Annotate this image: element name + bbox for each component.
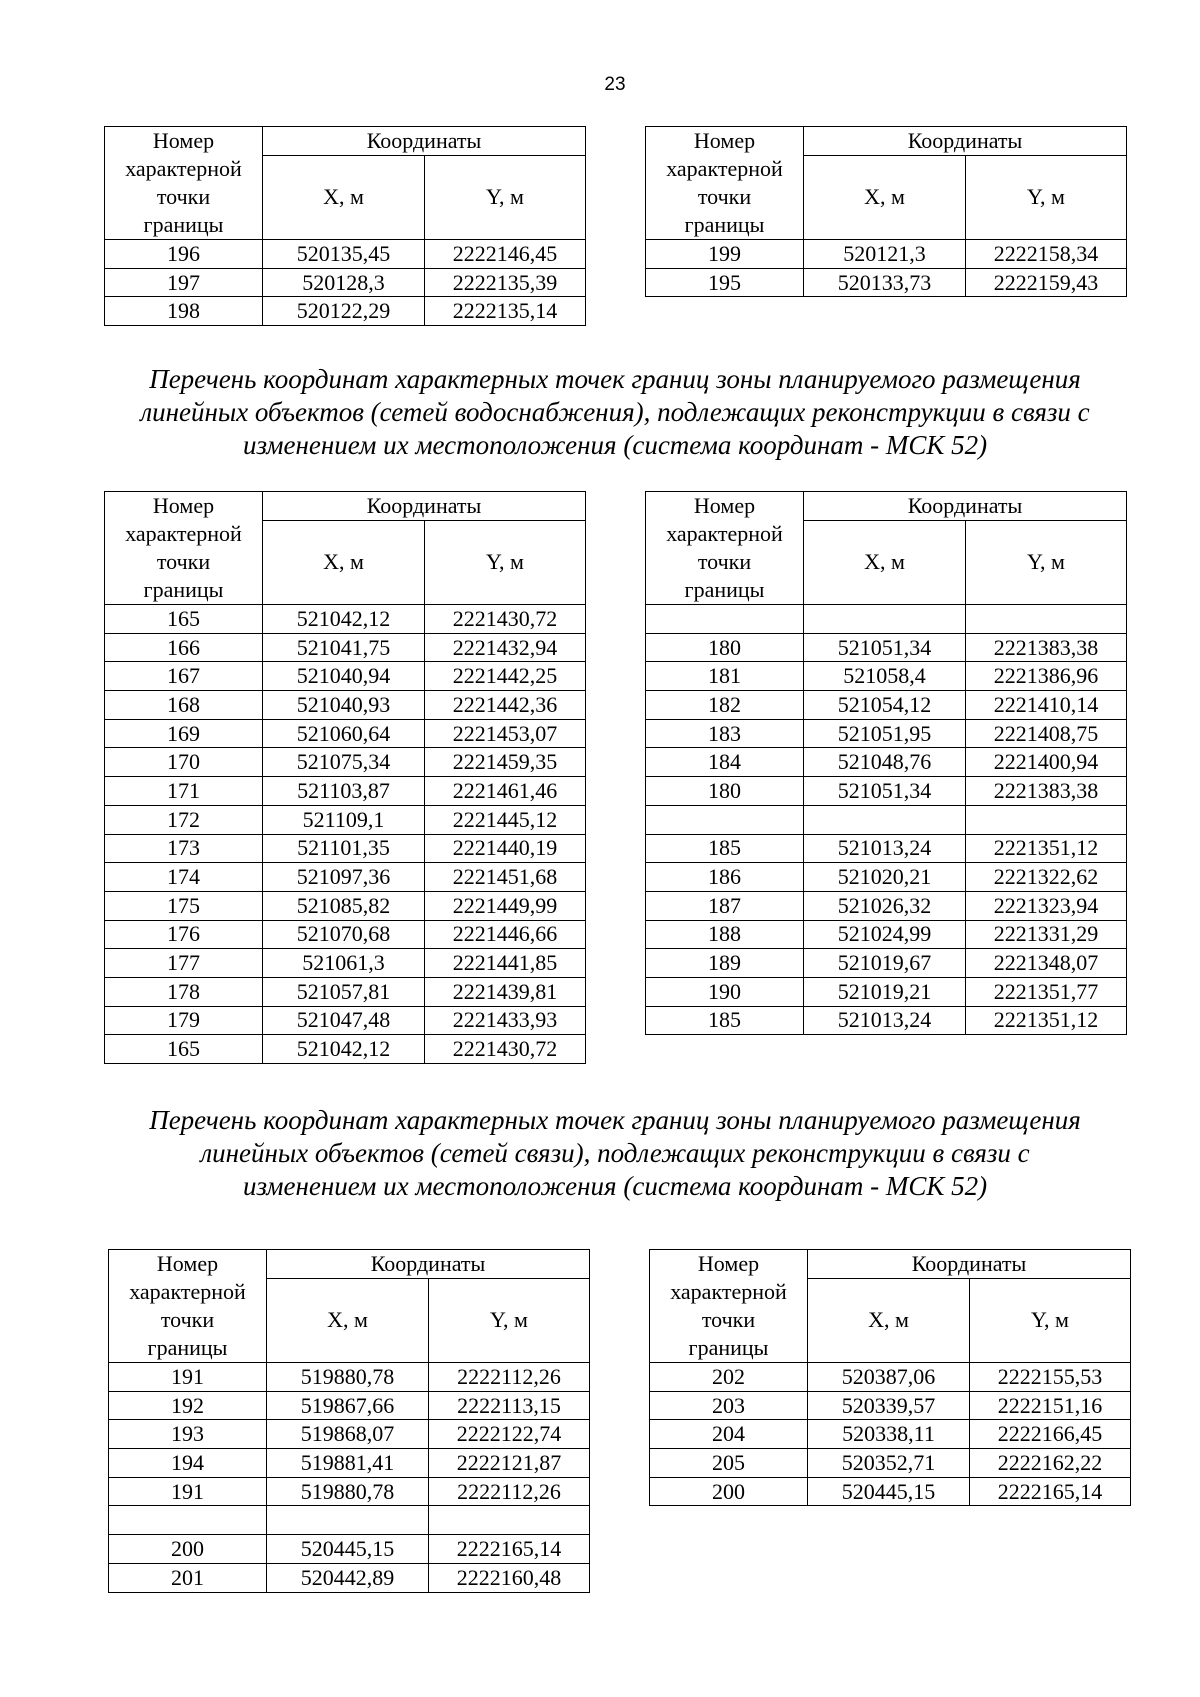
point-number-cell: 177	[105, 949, 263, 978]
point-number-cell: 188	[646, 920, 804, 949]
header-row	[105, 127, 586, 156]
x-cell: 520442,89	[267, 1563, 429, 1592]
x-cell	[804, 605, 966, 634]
coords-table-2-left	[104, 491, 586, 1064]
table-row	[650, 1363, 1131, 1392]
table-row	[646, 633, 1127, 662]
point-number-cell	[646, 605, 804, 634]
table-row	[109, 1363, 590, 1392]
header-line: характерной	[125, 521, 242, 546]
x-cell: 521019,21	[804, 977, 966, 1006]
header-line: характерной	[670, 1279, 787, 1304]
point-number-cell: 173	[105, 834, 263, 863]
point-number-cell: 193	[109, 1420, 267, 1449]
x-cell: 521051,34	[804, 777, 966, 806]
table-row	[105, 805, 586, 834]
point-number-cell: 191	[109, 1363, 267, 1392]
header-line: точки	[697, 184, 752, 209]
table-row	[105, 949, 586, 978]
x-header: X, м	[267, 1278, 429, 1362]
table-row	[105, 748, 586, 777]
x-cell: 521013,24	[804, 834, 966, 863]
header-line: Номер	[152, 493, 215, 518]
header-line: характерной	[666, 156, 783, 181]
point-number-cell: 184	[646, 748, 804, 777]
x-cell: 521040,93	[263, 691, 425, 720]
x-cell: 521051,95	[804, 719, 966, 748]
header-line: Номер	[693, 493, 756, 518]
header-line: Номер	[697, 1251, 760, 1276]
y-cell: 2222155,53	[970, 1363, 1131, 1392]
x-cell: 520445,15	[267, 1535, 429, 1564]
point-number-cell: 165	[105, 1035, 263, 1064]
y-header: Y, м	[966, 155, 1127, 239]
x-cell: 520121,3	[804, 240, 966, 269]
y-cell: 2222151,16	[970, 1391, 1131, 1420]
point-number-cell	[109, 1506, 267, 1535]
point-number-cell: 179	[105, 1006, 263, 1035]
point-number-cell: 165	[105, 605, 263, 634]
x-cell: 521042,12	[263, 605, 425, 634]
point-number-cell: 205	[650, 1449, 808, 1478]
y-cell: 2221430,72	[425, 605, 586, 634]
y-cell: 2221351,12	[966, 834, 1127, 863]
y-cell: 2221439,81	[425, 977, 586, 1006]
section-title-line: линейных объектов (сетей водоснабжения), подлежащих реконструкции в связи с	[140, 397, 1090, 427]
x-cell: 521019,67	[804, 949, 966, 978]
table-row	[650, 1420, 1131, 1449]
y-cell: 2221441,85	[425, 949, 586, 978]
header-line: характерной	[125, 156, 242, 181]
point-number-cell: 168	[105, 691, 263, 720]
point-number-cell: 204	[650, 1420, 808, 1449]
point-number-cell: 185	[646, 834, 804, 863]
table-row	[105, 863, 586, 892]
point-number-header	[646, 127, 804, 240]
y-cell: 2221453,07	[425, 719, 586, 748]
coords-table-1-right	[645, 126, 1127, 297]
y-cell: 2221400,94	[966, 748, 1127, 777]
point-number-cell: 203	[650, 1391, 808, 1420]
y-cell: 2221383,38	[966, 777, 1127, 806]
x-cell: 521026,32	[804, 891, 966, 920]
table-row	[105, 1006, 586, 1035]
section-title-communications	[100, 1104, 1130, 1203]
header-line: границы	[688, 1335, 769, 1360]
y-cell: 2221442,36	[425, 691, 586, 720]
point-number-cell: 194	[109, 1449, 267, 1478]
y-cell: 2221459,35	[425, 748, 586, 777]
table-row	[105, 633, 586, 662]
x-cell: 520339,57	[808, 1391, 970, 1420]
table-row	[105, 777, 586, 806]
point-number-header	[650, 1250, 808, 1363]
point-number-cell: 171	[105, 777, 263, 806]
x-cell: 521020,21	[804, 863, 966, 892]
table-row	[105, 662, 586, 691]
table-row	[105, 605, 586, 634]
table-row	[646, 949, 1127, 978]
x-cell: 521058,4	[804, 662, 966, 691]
header-row	[105, 492, 586, 521]
y-cell: 2222112,26	[429, 1477, 590, 1506]
section-title-line: линейных объектов (сетей связи), подлежащих реконструкции в связи с	[200, 1138, 1030, 1168]
table-row	[109, 1449, 590, 1478]
point-number-cell: 198	[105, 297, 263, 326]
y-cell: 2222165,14	[970, 1477, 1131, 1506]
y-cell	[966, 805, 1127, 834]
header-line: границы	[147, 1335, 228, 1360]
table-row	[105, 977, 586, 1006]
x-cell: 519881,41	[267, 1449, 429, 1478]
y-cell: 2222113,15	[429, 1391, 590, 1420]
coordinates-header: Координаты	[804, 127, 1127, 156]
table-row	[646, 891, 1127, 920]
table-row	[109, 1535, 590, 1564]
point-number-cell: 180	[646, 633, 804, 662]
table-row	[109, 1477, 590, 1506]
point-number-cell: 172	[105, 805, 263, 834]
y-cell: 2221446,66	[425, 920, 586, 949]
point-number-cell: 191	[109, 1477, 267, 1506]
table-row	[650, 1477, 1131, 1506]
point-number-cell: 182	[646, 691, 804, 720]
y-cell: 2222162,22	[970, 1449, 1131, 1478]
point-number-header	[109, 1250, 267, 1363]
x-cell: 519868,07	[267, 1420, 429, 1449]
y-cell: 2222158,34	[966, 240, 1127, 269]
y-cell: 2221408,75	[966, 719, 1127, 748]
header-line: Номер	[156, 1251, 219, 1276]
point-number-cell	[646, 805, 804, 834]
table-row	[105, 691, 586, 720]
header-line: точки	[697, 549, 752, 574]
y-cell: 2221442,25	[425, 662, 586, 691]
point-number-cell: 186	[646, 863, 804, 892]
y-cell: 2221445,12	[425, 805, 586, 834]
x-cell	[804, 805, 966, 834]
section-title-line: Перечень координат характерных точек границ зоны планируемого размещения	[149, 364, 1081, 394]
y-cell: 2221323,94	[966, 891, 1127, 920]
y-cell: 2221410,14	[966, 691, 1127, 720]
x-cell: 521061,3	[263, 949, 425, 978]
table-row	[646, 268, 1127, 297]
x-header: X, м	[263, 155, 425, 239]
x-cell: 520445,15	[808, 1477, 970, 1506]
section-title-water	[100, 363, 1130, 462]
header-line: Номер	[693, 128, 756, 153]
header-line: точки	[160, 1307, 215, 1332]
x-cell: 520122,29	[263, 297, 425, 326]
table-row	[105, 719, 586, 748]
point-number-cell: 197	[105, 268, 263, 297]
x-cell: 521047,48	[263, 1006, 425, 1035]
coordinates-header: Координаты	[808, 1250, 1131, 1279]
point-number-cell: 181	[646, 662, 804, 691]
y-cell: 2221331,29	[966, 920, 1127, 949]
point-number-cell: 200	[650, 1477, 808, 1506]
y-cell: 2221322,62	[966, 863, 1127, 892]
x-cell: 521024,99	[804, 920, 966, 949]
header-row	[646, 492, 1127, 521]
header-line: точки	[701, 1307, 756, 1332]
table-row	[646, 240, 1127, 269]
y-cell: 2221461,46	[425, 777, 586, 806]
y-cell: 2221449,99	[425, 891, 586, 920]
table-row	[109, 1420, 590, 1449]
table-row	[646, 662, 1127, 691]
table-row	[650, 1449, 1131, 1478]
x-cell: 521013,24	[804, 1006, 966, 1035]
coordinates-header: Координаты	[804, 492, 1127, 521]
y-cell: 2221451,68	[425, 863, 586, 892]
x-cell: 521057,81	[263, 977, 425, 1006]
x-cell: 521101,35	[263, 834, 425, 863]
table-row	[646, 920, 1127, 949]
table-row	[109, 1506, 590, 1535]
section-title-line: изменением их местоположения (система координат - МСК 52)	[242, 1171, 988, 1201]
x-cell: 520133,73	[804, 268, 966, 297]
y-cell: 2222146,45	[425, 240, 586, 269]
coordinates-header: Координаты	[267, 1250, 590, 1279]
point-number-cell: 170	[105, 748, 263, 777]
point-number-cell: 192	[109, 1391, 267, 1420]
header-line: границы	[143, 212, 224, 237]
header-line: границы	[143, 577, 224, 602]
x-cell: 521051,34	[804, 633, 966, 662]
point-number-cell: 187	[646, 891, 804, 920]
point-number-cell: 196	[105, 240, 263, 269]
y-cell	[966, 605, 1127, 634]
table-row	[105, 920, 586, 949]
y-header: Y, м	[425, 520, 586, 604]
y-header: Y, м	[970, 1278, 1131, 1362]
point-number-cell: 176	[105, 920, 263, 949]
point-number-cell: 169	[105, 719, 263, 748]
x-cell	[267, 1506, 429, 1535]
y-header: Y, м	[966, 520, 1127, 604]
table-row	[105, 1035, 586, 1064]
x-cell: 521060,64	[263, 719, 425, 748]
table-row	[646, 777, 1127, 806]
point-number-cell: 183	[646, 719, 804, 748]
coords-table-1-left	[104, 126, 586, 326]
y-cell: 2222159,43	[966, 268, 1127, 297]
table-row	[646, 719, 1127, 748]
table-row	[646, 605, 1127, 634]
y-header: Y, м	[429, 1278, 590, 1362]
table-row	[105, 834, 586, 863]
x-cell: 521075,34	[263, 748, 425, 777]
x-cell: 519880,78	[267, 1363, 429, 1392]
x-cell: 521097,36	[263, 863, 425, 892]
table-row	[105, 297, 586, 326]
point-number-cell: 180	[646, 777, 804, 806]
x-cell: 521042,12	[263, 1035, 425, 1064]
section-title-line: Перечень координат характерных точек границ зоны планируемого размещения	[149, 1105, 1081, 1135]
x-cell: 521041,75	[263, 633, 425, 662]
x-header: X, м	[804, 520, 966, 604]
header-row	[650, 1250, 1131, 1279]
point-number-cell: 199	[646, 240, 804, 269]
section-title-line: изменением их местоположения (система координат - МСК 52)	[242, 430, 988, 460]
coordinates-header: Координаты	[263, 492, 586, 521]
point-number-cell: 175	[105, 891, 263, 920]
table-row	[105, 268, 586, 297]
table-row	[105, 240, 586, 269]
point-number-cell: 174	[105, 863, 263, 892]
x-header: X, м	[808, 1278, 970, 1362]
x-cell: 521048,76	[804, 748, 966, 777]
y-cell	[429, 1506, 590, 1535]
header-row	[109, 1250, 590, 1279]
table-row	[105, 891, 586, 920]
table-row	[109, 1391, 590, 1420]
x-cell: 520387,06	[808, 1363, 970, 1392]
coordinates-header: Координаты	[263, 127, 586, 156]
x-cell: 520128,3	[263, 268, 425, 297]
point-number-cell: 189	[646, 949, 804, 978]
y-cell: 2222121,87	[429, 1449, 590, 1478]
header-line: точки	[156, 549, 211, 574]
y-cell: 2221386,96	[966, 662, 1127, 691]
x-cell: 521040,94	[263, 662, 425, 691]
table-row	[646, 691, 1127, 720]
table-row	[646, 977, 1127, 1006]
header-line: границы	[684, 212, 765, 237]
table-row	[646, 863, 1127, 892]
table-row	[646, 748, 1127, 777]
y-cell: 2221383,38	[966, 633, 1127, 662]
y-cell: 2222165,14	[429, 1535, 590, 1564]
x-header: X, м	[263, 520, 425, 604]
coords-table-3-left	[108, 1249, 590, 1593]
table-row	[650, 1391, 1131, 1420]
x-cell: 519867,66	[267, 1391, 429, 1420]
y-cell: 2221351,12	[966, 1006, 1127, 1035]
x-cell: 519880,78	[267, 1477, 429, 1506]
point-number-cell: 167	[105, 662, 263, 691]
header-row	[646, 127, 1127, 156]
header-line: характерной	[129, 1279, 246, 1304]
coords-table-3-right	[649, 1249, 1131, 1506]
header-line: Номер	[152, 128, 215, 153]
point-number-cell: 200	[109, 1535, 267, 1564]
y-cell: 2221430,72	[425, 1035, 586, 1064]
y-header: Y, м	[425, 155, 586, 239]
x-cell: 521109,1	[263, 805, 425, 834]
y-cell: 2221440,19	[425, 834, 586, 863]
table-row	[646, 1006, 1127, 1035]
y-cell: 2221348,07	[966, 949, 1127, 978]
x-header: X, м	[804, 155, 966, 239]
x-cell: 521070,68	[263, 920, 425, 949]
x-cell: 520352,71	[808, 1449, 970, 1478]
x-cell: 520135,45	[263, 240, 425, 269]
point-number-cell: 185	[646, 1006, 804, 1035]
header-line: границы	[684, 577, 765, 602]
header-line: характерной	[666, 521, 783, 546]
point-number-cell: 166	[105, 633, 263, 662]
coords-table-2-right	[645, 491, 1127, 1035]
table-row	[646, 834, 1127, 863]
point-number-header	[646, 492, 804, 605]
y-cell: 2222160,48	[429, 1563, 590, 1592]
page-number: 23	[604, 74, 626, 95]
point-number-cell: 190	[646, 977, 804, 1006]
y-cell: 2221433,93	[425, 1006, 586, 1035]
x-cell: 521085,82	[263, 891, 425, 920]
y-cell: 2222122,74	[429, 1420, 590, 1449]
y-cell: 2221351,77	[966, 977, 1127, 1006]
y-cell: 2222135,14	[425, 297, 586, 326]
point-number-header	[105, 127, 263, 240]
point-number-cell: 201	[109, 1563, 267, 1592]
header-line: точки	[156, 184, 211, 209]
x-cell: 520338,11	[808, 1420, 970, 1449]
point-number-cell: 195	[646, 268, 804, 297]
x-cell: 521054,12	[804, 691, 966, 720]
x-cell: 521103,87	[263, 777, 425, 806]
point-number-header	[105, 492, 263, 605]
y-cell: 2222112,26	[429, 1363, 590, 1392]
point-number-cell: 178	[105, 977, 263, 1006]
y-cell: 2221432,94	[425, 633, 586, 662]
point-number-cell: 202	[650, 1363, 808, 1392]
y-cell: 2222166,45	[970, 1420, 1131, 1449]
y-cell: 2222135,39	[425, 268, 586, 297]
table-row	[109, 1563, 590, 1592]
table-row	[646, 805, 1127, 834]
